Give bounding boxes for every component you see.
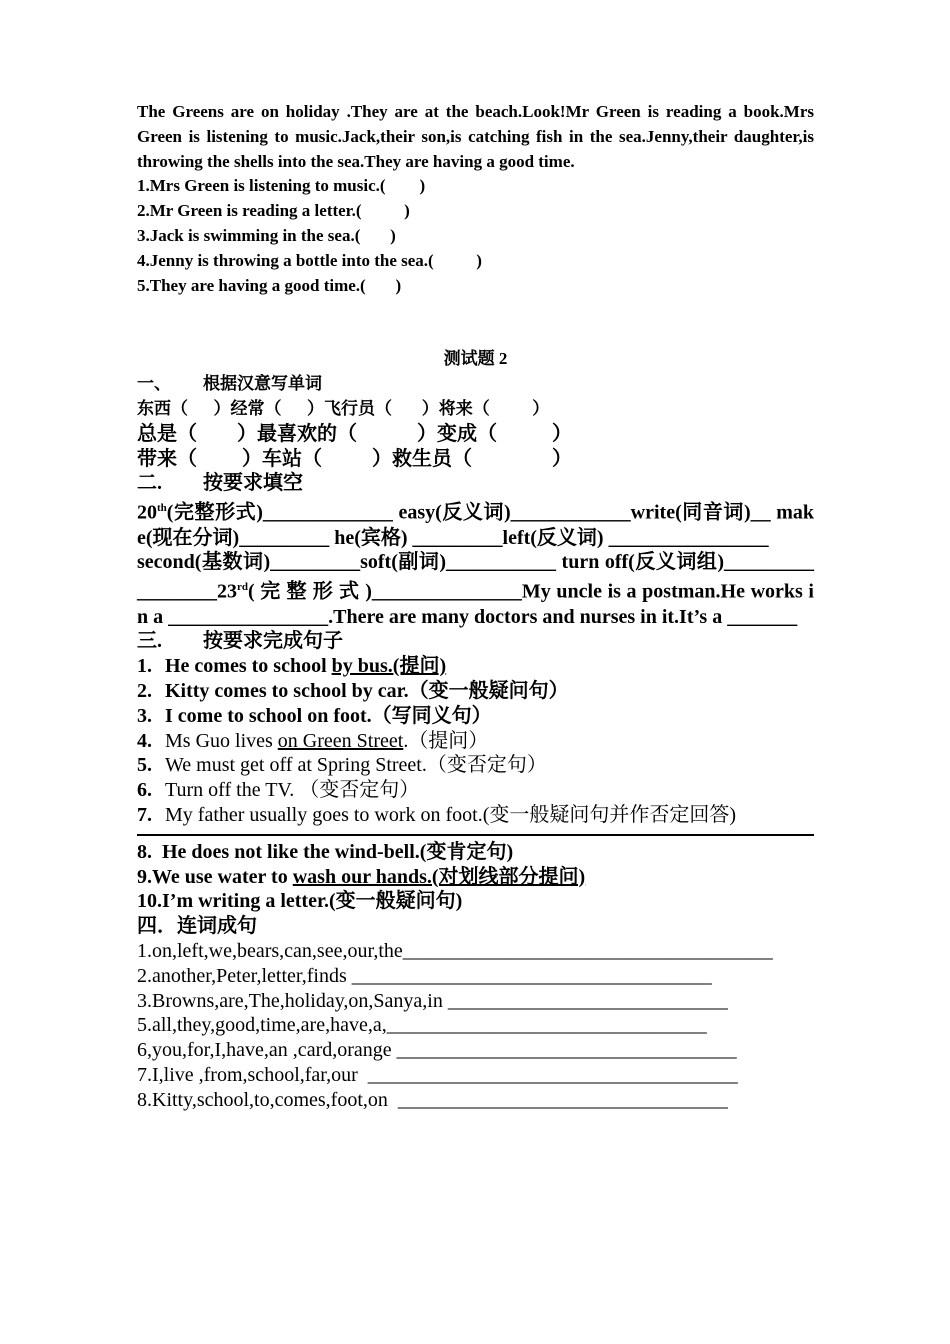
sentence-item-1 <box>137 654 814 679</box>
item-text: My father usually goes to work on foot.(变一般疑问句并作否定回答) <box>165 804 737 827</box>
sentence-item-4 <box>137 729 814 754</box>
reading-passage: The Greens are on holiday .They are at the beach.Look!Mr Green is reading a book.Mrs Green is listening to music.Jack,their son,is catching fish in the sea.Jenny,their daughter,is throwing the shells into the sea.They are having a good time. <box>137 102 814 171</box>
section-3-number: 三. <box>137 630 162 653</box>
sentence-item-2 <box>137 679 814 704</box>
fill-23-suffix: rd <box>237 581 248 594</box>
word-order-item-8: 8.Kitty,school,to,comes,foot,on _________________________________ <box>137 1088 728 1111</box>
item-underlined-text: wash our hands.(对划线部分提问) <box>292 865 586 888</box>
item-text-suffix: .（提问） <box>403 729 489 752</box>
word-order-item-7: 7.I,live ,from,school,far,our _____________________________________ <box>137 1064 738 1086</box>
sentence-item-10: 10.I’m writing a letter.(变一般疑问句) <box>137 890 463 913</box>
section-4-heading: 四．连词成句 <box>137 915 257 938</box>
item-number: 6. <box>137 779 152 802</box>
spacer <box>137 298 814 347</box>
word-order-item-6: 6,you,for,I,have,an ,card,orange __________________________________ <box>137 1039 737 1062</box>
word-order-item-1: 1.on,left,we,bears,can,see,our,the_____________________________________ <box>137 940 773 963</box>
item-number: 2. <box>137 680 152 703</box>
word-order-item-5: 5.all,they,good,time,are,have,a,________________________________ <box>137 1014 707 1037</box>
item-number: 5. <box>137 754 152 777</box>
section-2-block-2 <box>137 550 814 629</box>
section-3-heading <box>137 629 814 654</box>
sentence-item-5 <box>137 753 814 778</box>
section-3-title: 按要求完成句子 <box>203 630 343 653</box>
section-1-row-2: 总是（ ）最喜欢的（ ）变成（ ） <box>137 422 572 445</box>
item-text: He comes to school <box>165 655 332 678</box>
item-underlined-text: on Green Street <box>277 729 404 752</box>
reading-question-2: 2.Mr Green is reading a letter.( ) <box>137 201 410 221</box>
reading-question-3: 3.Jack is swimming in the sea.( ) <box>137 225 396 245</box>
document-page <box>137 100 814 1113</box>
section-1-title: 根据汉意写单词 <box>203 374 322 394</box>
test-title: 测试题 2 <box>443 349 508 369</box>
item-number: 4. <box>137 729 152 752</box>
item-number: 3. <box>137 704 152 727</box>
section-2-block-1 <box>137 496 814 550</box>
section-2-title: 按要求填空 <box>203 472 303 495</box>
section-2-number: 二. <box>137 472 162 495</box>
item-text: Kitty comes to school by car.（变一般疑问句） <box>165 680 569 703</box>
sentence-item-9 <box>137 865 814 890</box>
answer-line <box>137 828 814 836</box>
sentence-item-7 <box>137 803 814 828</box>
item-text: Turn off the TV. （变否定句） <box>165 779 420 802</box>
fill-block-1-text: (完整形式)_____________ easy(反义词)____________write(同音词)__ make(现在分词)_________ he(宾格) _________left(反义词) ________________ <box>137 501 814 549</box>
item-text: We must get off at Spring Street.（变否定句） <box>165 754 547 777</box>
reading-question-1: 1.Mrs Green is listening to music.( ) <box>137 176 426 196</box>
section-1-heading <box>137 372 814 397</box>
item-underlined-text: by bus.(提问) <box>331 655 447 678</box>
item-text: Ms Guo lives <box>165 729 278 752</box>
fill-block-2-rest: ( 完 整 形 式 )_______________My uncle is a postman.He works in a ________________.There are many doctors and nurses in it.It’s a _______ <box>137 580 814 628</box>
sentence-item-8: 8. He does not like the wind-bell.(变肯定句) <box>137 840 514 863</box>
word-order-item-2: 2.another,Peter,letter,finds ____________________________________ <box>137 964 712 987</box>
section-2-heading <box>137 471 814 496</box>
section-1-row-3: 带来（ ）车站（ ）救生员（ ） <box>137 447 572 470</box>
reading-question-4: 4.Jenny is throwing a bottle into the sea.( ) <box>137 250 482 270</box>
fill-20-number: 20 <box>137 501 157 524</box>
item-text: 9.We use water to <box>137 865 293 888</box>
item-number: 1. <box>137 655 152 678</box>
fill-block-2-text: second(基数词)_________soft(副词)___________ turn off(反义词组)_________________23 <box>137 551 814 603</box>
sentence-item-3 <box>137 704 814 729</box>
item-number: 7. <box>137 804 152 827</box>
section-1-row-1: 东西（ ）经常（ ）飞行员（ ）将来（ ） <box>137 398 550 418</box>
reading-question-5: 5.They are having a good time.( ) <box>137 275 402 295</box>
sentence-item-6 <box>137 778 814 803</box>
section-1-number: 一、 <box>137 374 171 394</box>
fill-20-suffix: th <box>157 502 167 515</box>
item-text: I come to school on foot.（写同义句） <box>165 704 492 727</box>
word-order-item-3: 3.Browns,are,The,holiday,on,Sanya,in ____________________________ <box>137 989 728 1012</box>
